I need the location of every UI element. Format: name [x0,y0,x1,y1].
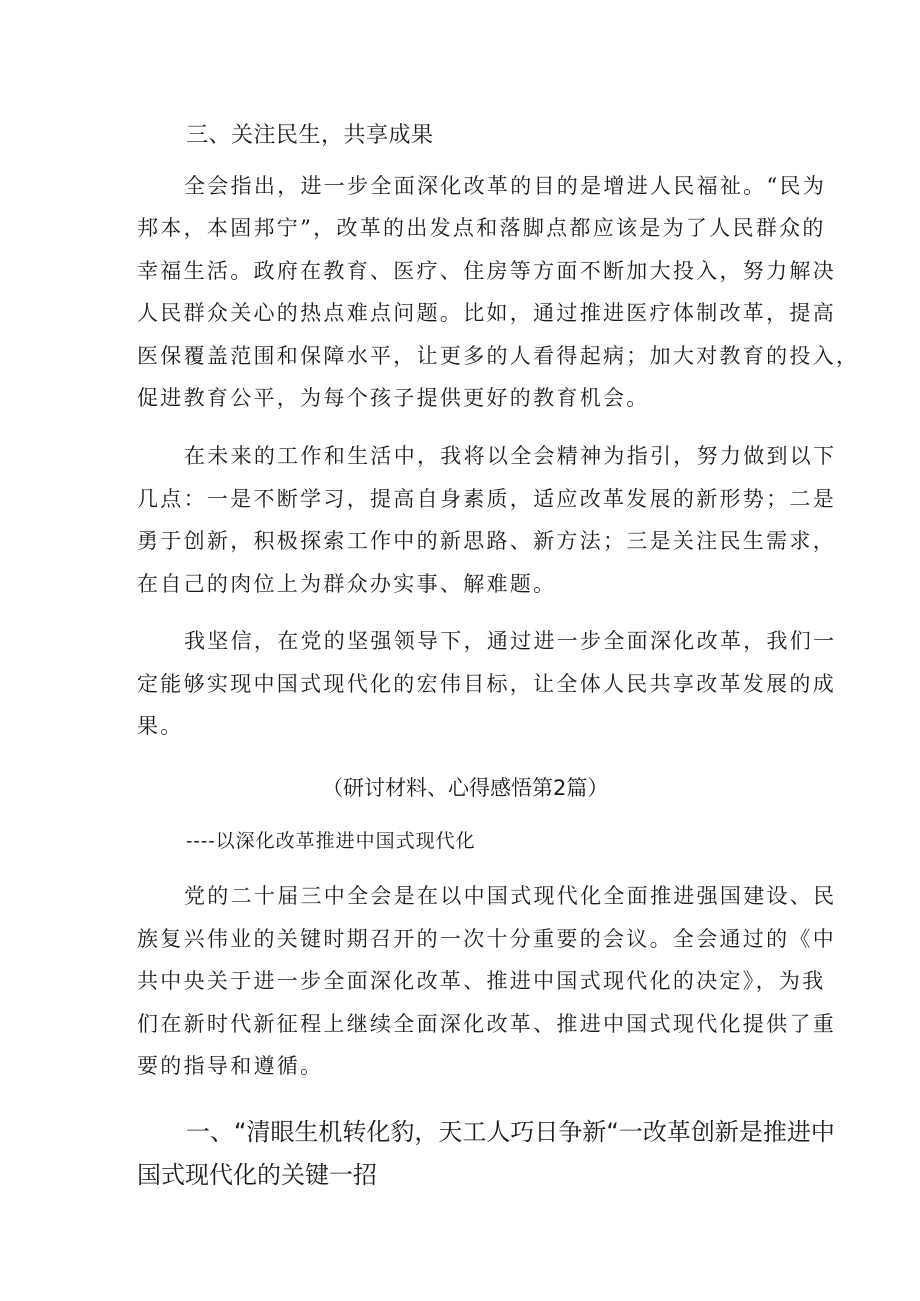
section-heading: 三、关注民生，共享成果 [186,123,434,148]
paragraph-line: 幸福生活。政府在教育、医疗、住房等方面不断加大投入，努力解决 [137,259,836,283]
paragraph-line: 党的二十届三中全会是在以中国式现代化全面推进强国建设、民 [184,884,837,908]
paragraph-line: 促进教育公平，为每个孩子提供更好的教育机会。 [137,386,650,410]
article-subtitle: ----以深化改革推进中国式现代化 [186,830,476,852]
paragraph-line: 们在新时代新征程上继续全面深化改革、推进中国式现代化提供了重 [137,1012,836,1036]
paragraph-line: 勇于创新，积极探索工作中的新思路、新方法；三是关注民生需求， [137,529,836,553]
paragraph-line: 我坚信，在党的坚强领导下，通过进一步全面深化改革，我们一 [184,629,837,653]
paragraph-line: 定能够实现中国式现代化的宏伟目标，让全体人民共享改革发展的成 [137,672,836,696]
paragraph-line: 要的指导和遵循。 [137,1054,324,1078]
paragraph-line: 人民群众关心的热点难点问题。比如，通过推进医疗体制改革，提高 [137,301,836,325]
article-title: （研讨材料、心得感悟第2篇） [322,776,609,800]
paragraph-line: 全会指出，进一步全面深化改革的目的是增进人民福祉。“民为 [184,174,827,198]
paragraph-line: 在未来的工作和生活中，我将以全会精神为指引，努力做到以下 [184,444,837,468]
paragraph-line: 几点：一是不断学习，提高自身素质，适应改革发展的新形势；二是 [137,487,836,511]
paragraph-line: 果。 [137,714,184,738]
paragraph-line: 族复兴伟业的关键时期召开的一次十分重要的会议。全会通过的《中 [137,927,836,951]
paragraph-line: 在自己的肉位上为群众办实事、解难题。 [137,572,557,596]
paragraph-line: 共中央关于进一步全面深化改革、推进中国式现代化的决定》，为我 [137,969,826,993]
section-heading: 一、“清眼生机转化豹，天工人巧日争新“一改革创新是推进中 [186,1118,835,1146]
paragraph-line: 邦本，本固邦宁”，改革的出发点和落脚点都应该是为了人民群众的 [137,216,826,240]
paragraph-line: 医保覆盖范围和保障水平，让更多的人看得起病；加大对教育的投入， [137,344,860,368]
section-heading: 国式现代化的关键一招 [137,1161,377,1189]
